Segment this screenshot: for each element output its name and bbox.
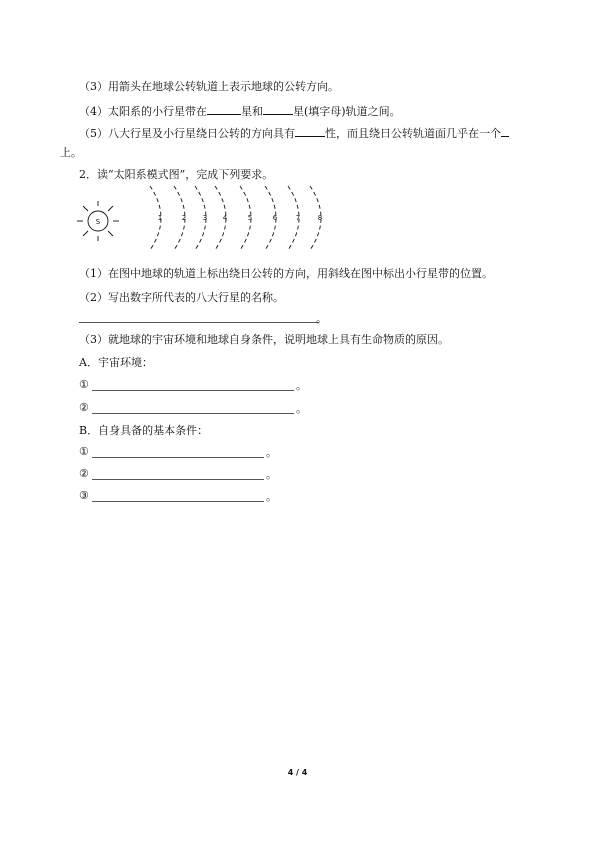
q2-part-a-answer-line-1[interactable]	[92, 390, 294, 391]
q2-sub1: （1）在图中地球的轨道上标出绕日公转的方向，用斜线在图中标出小行星带的位置。	[79, 267, 493, 280]
q2-sub2-answer-line[interactable]	[79, 322, 319, 323]
solar-system-diagram	[70, 184, 340, 254]
q2-part-b-period-1: 。	[266, 446, 277, 459]
q2-part-b-answer-line-1[interactable]	[92, 457, 264, 458]
q2-part-b-answer-line-2[interactable]	[92, 479, 264, 480]
planet-label-2: 2	[181, 214, 187, 222]
q1-item4	[79, 103, 401, 119]
planet-label-3: 3	[202, 214, 208, 222]
planet-label-5: 5	[247, 214, 253, 222]
q1-item4-blank-2[interactable]	[263, 103, 293, 115]
q1-item4-text-c: 星(填字母)轨道之间。	[293, 105, 401, 118]
planet-label-8: 8	[317, 214, 323, 222]
q2-part-b-answer-line-3[interactable]	[92, 501, 264, 502]
sun-label: S	[95, 218, 101, 226]
q2-part-b-period-3: 。	[266, 490, 277, 503]
circled-number: ①	[79, 378, 89, 391]
planet-label-6: 6	[272, 214, 278, 222]
q2-sub2: （2）写出数字所代表的八大行星的名称。	[79, 291, 284, 304]
q2-sub3: （3）就地球的宇宙环境和地球自身条件，说明地球上具有生命物质的原因。	[79, 333, 449, 346]
q2-part-a-period-1: 。	[296, 379, 307, 392]
q2-title: 2．读“太阳系模式图”，完成下列要求。	[79, 168, 274, 181]
q1-item4-blank-1[interactable]	[207, 103, 241, 115]
q2-part-a-answer-line-2[interactable]	[92, 413, 294, 414]
circled-number: ②	[79, 401, 89, 414]
q2-part-a-item-1	[79, 378, 89, 392]
q2-part-b-period-2: 。	[266, 468, 277, 481]
q1-item4-text-b: 星和	[241, 105, 263, 118]
q2-sub2-period: 。	[316, 312, 327, 325]
q1-item5-blank-1[interactable]	[295, 125, 325, 137]
planet-label-4: 4	[222, 214, 228, 222]
q2-part-b: B．自身具备的基本条件：	[79, 424, 209, 437]
q1-item5-text-a: （5）八大行星及小行星绕日公转的方向具有	[79, 127, 295, 140]
q2-part-b-item-1	[79, 445, 89, 459]
q2-part-a-item-2	[79, 401, 89, 415]
q1-item4-text-a: （4）太阳系的小行星带在	[79, 105, 207, 118]
q1-item5-blank-2[interactable]	[501, 125, 509, 137]
planet-label-1: 1	[157, 214, 163, 222]
page-number: 4 / 4	[287, 768, 308, 777]
circled-number: ②	[79, 467, 89, 480]
q2-part-a-period-2: 。	[296, 402, 307, 415]
q1-item3: （3）用箭头在地球公转轨道上表示地球的公转方向。	[79, 80, 339, 93]
q2-part-b-item-2	[79, 467, 89, 481]
circled-number: ③	[79, 489, 89, 502]
circled-number: ①	[79, 445, 89, 458]
q1-item5-continuation: 上。	[60, 146, 82, 159]
q1-item5-text-b: 性，而且绕日公转轨道面几乎在一个	[325, 127, 501, 140]
planet-label-7: 7	[295, 214, 301, 222]
q2-part-a: A．宇宙环境：	[79, 356, 153, 369]
q2-part-b-item-3	[79, 489, 89, 503]
q1-item5	[79, 125, 509, 141]
